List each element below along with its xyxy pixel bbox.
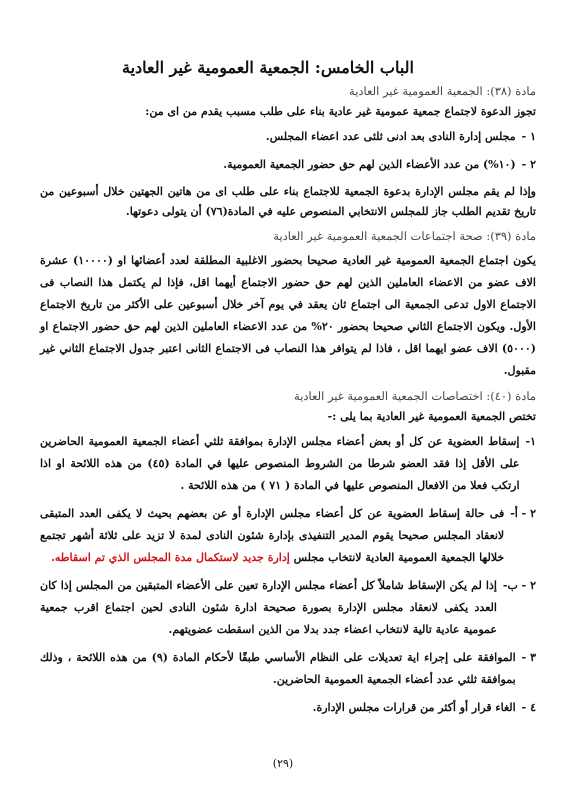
list-item: [40, 154, 536, 176]
list-item: [40, 697, 536, 719]
article-39-text: يكون اجتماع الجمعية العمومية غير العادية صحيحا بحضور الاغلبية المطلقة لعدد أعضائها او (١٠٠٠٠) عشرة الاف عضو من الاعضاء العاملين الذين لهم حق حضور الاجتماع أيهما اقل، فإذا لم يكتمل هذا النصاب فى الاجتماع الاول تدعى الجمعية الى اجتماع ثان يعقد في يوم آخر خلال أسبوعين على الأكثر من تاريخ الاجتماع الأول. ويكون الاجتماع الثاني صحيحا بحضور ٢٠% من عدد الاعضاء العاملين الذين لهم حق حضور الاجتماع او (٥٠٠٠) الاف عضو ايهما اقل ، فاذا لم يتوافر هذا النصاب فى الاجتماع الثانى اعتبر جدول الاجتماع الثاني غير مقبول.: [40, 254, 536, 377]
list-item-text: (١٠%) من عدد الأعضاء الذين لهم حق حضور الجمعية العمومية.: [223, 158, 516, 171]
list-item-number: ٢ -: [521, 158, 536, 171]
chapter-title: الباب الخامس: الجمعية العمومية غير العادية: [122, 58, 414, 77]
list-item-text: مجلس إدارة النادى بعد ادنى ثلثى عدد اعضاء المجلس.: [265, 130, 516, 143]
list-item-number: ٣ -: [521, 651, 536, 664]
list-item: [40, 431, 536, 497]
list-item: [40, 126, 536, 148]
article-38-closing: وإذا لم يقم مجلس الإدارة بدعوة الجمعية للاجتماع بناء على طلب اى من هاتين الجهتين خلال أسبوعين من تاريخ تقديم الطلب جاز للمجلس الانتخابي المنصوص عليه في المادة(٧٦) أن يتولى دعوتها.: [40, 185, 536, 218]
list-item-body: فى حالة إسقاط العضوية عن كل أعضاء مجلس الإدارة أو عن بعضهم بحيث لا يكفى العدد المتبقى لانعقاد المجلس صحيحا يقوم المدير التنفيذى بإدارة شئون النادى لمدة لا تزيد على ثلاثة أشهر تجتمع خلالها الجمعية العمومية العادية لانتخاب مجلس: [40, 507, 505, 564]
article-38-heading: مادة (٣٨): الجمعية العمومية غير العادية: [349, 84, 536, 98]
list-item-body: إسقاط العضوية عن كل أو بعض أعضاء مجلس الإدارة بموافقة ثلثي أعضاء الجمعية العمومية الحاضرين على الأقل إذا فقد العضو شرطا من الشروط المنصوص عليها في المادة (٤٥) من هذه اللائحة او اذا ارتكب فعلا من الافعال المنصوص عليها في المادة ( ٧١ ) من هذه اللائحة .: [40, 435, 520, 492]
article-40-list: [40, 431, 536, 719]
list-item: [40, 575, 536, 641]
list-item-body: الموافقة على إجراء اية تعديلات على النظام الأساسي طبقًا لأحكام المادة (٩) من هذه اللائحة ، وذلك بموافقة ثلثي عدد أعضاء الجمعية العمومية الحاضرين.: [40, 651, 516, 686]
list-item-body: إذا لم يكن الإسقاط شاملاً كل أعضاء مجلس الإدارة تعين على الأعضاء المتبقين من المجلس إذا كان العدد يكفى لانعقاد مجلس الإدارة بصورة صحيحة ادارة شئون النادى لحين اجتماع اقرب جمعية عمومية عادية تالية لانتخاب اعضاء جدد بدلا من الذين اسقطت عضويتهم.: [40, 579, 497, 636]
list-item-text: [40, 503, 504, 569]
list-item-text: [40, 431, 520, 497]
list-item-number: ٢ - أ-: [510, 507, 536, 520]
article-40-heading: مادة (٤٠): اختصاصات الجمعية العمومية غير العادية: [294, 389, 536, 403]
page-number: (٢٩): [272, 757, 294, 770]
list-item-body: الغاء قرار أو أكثر من قرارات مجلس الإدارة.: [312, 701, 516, 714]
article-39-heading: مادة (٣٩): صحة اجتماعات الجمعية العمومية غير العادية: [273, 229, 536, 243]
article-40-intro: تختص الجمعية العمومية غير العادية بما يلى :-: [327, 410, 536, 423]
list-item-text: [40, 647, 516, 691]
list-item: [40, 647, 536, 691]
article-38-intro: تجوز الدعوة لاجتماع جمعية عمومية غير عادية بناء على طلب مسبب يقدم من اى من:: [145, 105, 536, 118]
highlighted-text: إدارة جديد لاستكمال مدة المجلس الذي تم اسقاطه.: [51, 551, 290, 564]
list-item-text: [40, 697, 516, 719]
article-38-list: [40, 126, 536, 176]
list-item: [40, 503, 536, 569]
list-item-number: ٤ -: [521, 701, 536, 714]
list-item-number: ٢ - ب-: [502, 579, 536, 592]
list-item-number: ١-: [525, 435, 536, 448]
list-item-text: [40, 575, 497, 641]
list-item-number: ١ -: [521, 130, 536, 143]
